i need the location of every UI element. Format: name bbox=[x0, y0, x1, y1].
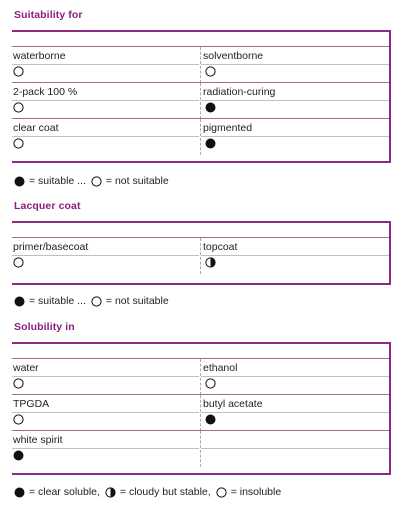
rating-icon bbox=[205, 257, 216, 268]
cell-primer-basecoat bbox=[12, 238, 199, 274]
table-row bbox=[12, 82, 389, 119]
rating-icon bbox=[13, 102, 24, 113]
filled-circle-icon bbox=[14, 176, 25, 187]
item-label: clear coat bbox=[13, 122, 59, 134]
cell-ethanol bbox=[200, 359, 389, 395]
cell-topcoat bbox=[200, 238, 389, 274]
item-label: solventborne bbox=[203, 50, 264, 62]
item-label: white spirit bbox=[13, 434, 63, 446]
legend-suitability bbox=[14, 175, 174, 187]
section-title-lacquer: Lacquer coat bbox=[14, 200, 81, 212]
legend-suitable-text: = suitable ... bbox=[29, 295, 86, 307]
table-row bbox=[12, 358, 389, 395]
suitability-table bbox=[12, 30, 391, 163]
item-label: TPGDA bbox=[13, 398, 50, 410]
rating-icon bbox=[205, 66, 216, 77]
rating-icon bbox=[13, 414, 24, 425]
solubility-table bbox=[12, 342, 391, 475]
rating-icon bbox=[13, 138, 24, 149]
item-label: topcoat bbox=[203, 241, 238, 253]
item-label: butyl acetate bbox=[203, 398, 263, 410]
legend-clear-soluble-text: = clear soluble, bbox=[29, 486, 100, 498]
item-label: water bbox=[13, 362, 39, 374]
cell-2pack bbox=[12, 83, 199, 119]
empty-circle-icon bbox=[216, 487, 227, 498]
item-label: radiation-curing bbox=[203, 86, 276, 98]
legend-not-suitable-text: = not suitable bbox=[105, 295, 169, 307]
legend-solubility bbox=[14, 486, 286, 498]
empty-circle-icon bbox=[91, 176, 102, 187]
empty-circle-icon bbox=[91, 296, 102, 307]
item-label: ethanol bbox=[203, 362, 238, 374]
rating-icon bbox=[205, 102, 216, 113]
table-row bbox=[12, 237, 389, 274]
cell-white-spirit bbox=[12, 431, 199, 467]
cell-clear-coat bbox=[12, 119, 199, 155]
cell-pigmented bbox=[200, 119, 389, 155]
table-row bbox=[12, 46, 389, 83]
section-title-suitability: Suitability for bbox=[14, 9, 83, 21]
section-title-solubility: Solubility in bbox=[14, 321, 75, 333]
cell-tpgda bbox=[12, 395, 199, 431]
rating-icon bbox=[13, 450, 24, 461]
cell-waterborne bbox=[12, 47, 199, 83]
half-circle-icon bbox=[105, 487, 116, 498]
rating-icon bbox=[205, 414, 216, 425]
item-label: waterborne bbox=[13, 50, 66, 62]
rating-icon bbox=[205, 138, 216, 149]
rating-icon bbox=[205, 378, 216, 389]
legend-suitable-text: = suitable ... bbox=[29, 175, 86, 187]
legend-not-suitable-text: = not suitable bbox=[105, 175, 169, 187]
item-label: primer/basecoat bbox=[13, 241, 89, 253]
legend-insoluble-text: = insoluble bbox=[230, 486, 282, 498]
cell-radiation-curing bbox=[200, 83, 389, 119]
lacquer-table bbox=[12, 221, 391, 285]
cell-water bbox=[12, 359, 199, 395]
cell-empty bbox=[200, 431, 389, 467]
legend-cloudy-text: = cloudy but stable, bbox=[119, 486, 211, 498]
item-label: 2-pack 100 % bbox=[13, 86, 78, 98]
cell-solventborne bbox=[200, 47, 389, 83]
rating-icon bbox=[13, 257, 24, 268]
filled-circle-icon bbox=[14, 296, 25, 307]
table-row bbox=[12, 118, 389, 155]
rating-icon bbox=[13, 378, 24, 389]
item-label: pigmented bbox=[203, 122, 253, 134]
rating-icon bbox=[13, 66, 24, 77]
cell-butyl-acetate bbox=[200, 395, 389, 431]
filled-circle-icon bbox=[14, 487, 25, 498]
legend-lacquer bbox=[14, 295, 174, 307]
table-row bbox=[12, 430, 389, 467]
table-row bbox=[12, 394, 389, 431]
